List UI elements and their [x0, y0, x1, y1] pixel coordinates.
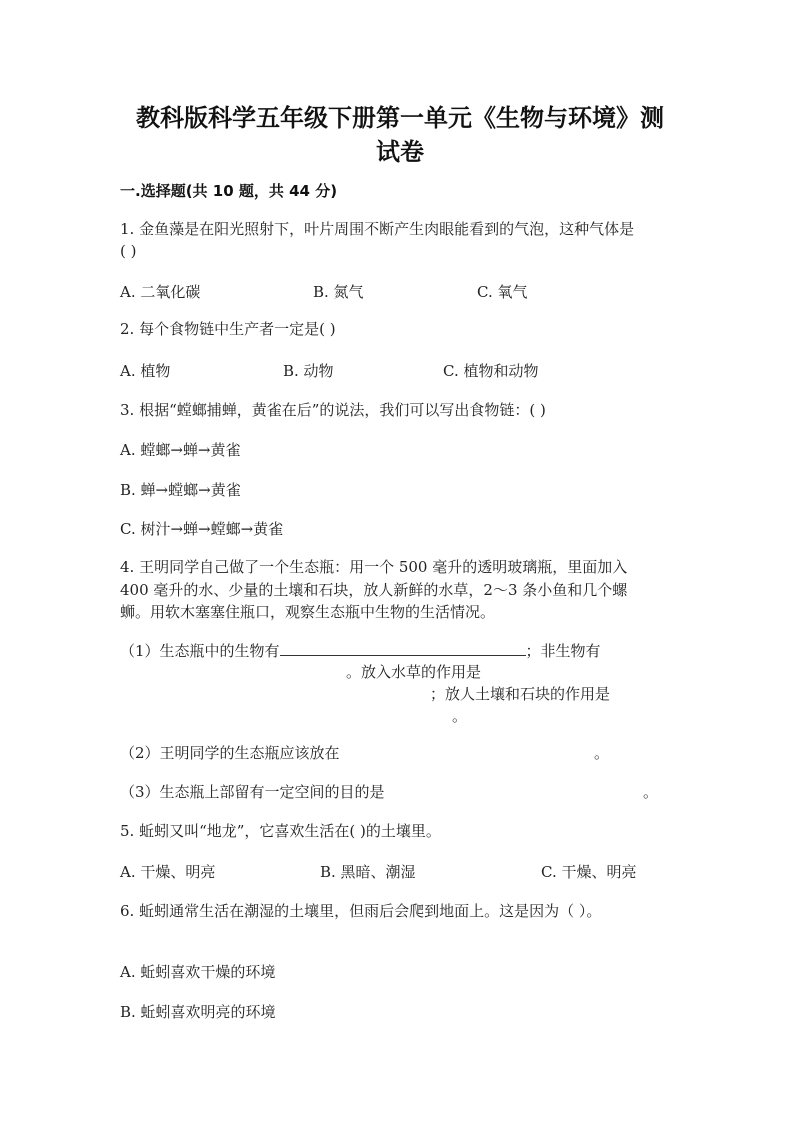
question-3-option-b[interactable]: B. 蝉→螳螂→黄雀: [120, 481, 241, 499]
sub-1-soil-prompt: ；放人土壤和石块的作用是: [430, 685, 611, 703]
question-1-text: 1. 金鱼藻是在阳光照射下，叶片周围不断产生肉眼能看到的气泡，这种气体是: [120, 220, 635, 238]
question-4-text-line-2: 400 毫升的水、少量的土壤和石块，放人新鲜的水草，2～3 条小鱼和几个螺: [120, 581, 628, 599]
question-5-option-a[interactable]: A. 干燥、明亮: [120, 863, 216, 881]
question-5-option-c[interactable]: C. 干燥、明亮: [541, 863, 637, 881]
question-3-option-c[interactable]: C. 树汁→蝉→螳螂→黄雀: [120, 520, 284, 538]
sub-1-end: 。: [452, 707, 468, 725]
question-2-option-a[interactable]: A. 植物: [120, 362, 171, 380]
question-1-option-b[interactable]: B. 氮气: [313, 283, 364, 301]
question-1-option-a[interactable]: A. 二氧化碳: [120, 283, 201, 301]
question-4-text-line-1: 4. 王明同学自己做了一个生态瓶：用一个 500 毫升的透明玻璃瓶，里面加入: [120, 558, 628, 576]
answer-blank-organisms[interactable]: [280, 641, 526, 656]
sub-1-waterweed-prompt: 。放入水草的作用是: [346, 663, 482, 681]
question-2-option-c[interactable]: C. 植物和动物: [443, 362, 539, 380]
question-5-text: 5. 蚯蚓又叫“地龙”，它喜欢生活在( )的土壤里。: [120, 822, 441, 840]
question-1-option-c[interactable]: C. 氧气: [477, 283, 528, 301]
sub-2-end: 。: [594, 744, 610, 762]
sub-3-end: 。: [643, 783, 659, 801]
sub-1-prompt: （1）生态瓶中的生物有: [120, 642, 280, 660]
question-2-option-b[interactable]: B. 动物: [283, 362, 334, 380]
question-2-text: 2. 每个食物链中生产者一定是( ): [120, 320, 336, 338]
question-6-option-b[interactable]: B. 蚯蚓喜欢明亮的环境: [120, 1003, 276, 1021]
question-4-sub-2: （2）王明同学的生态瓶应该放在: [120, 744, 340, 762]
question-4-text-line-3: 蛳。用软木塞塞住瓶口，观察生态瓶中生物的生活情况。: [120, 603, 496, 621]
question-6-text: 6. 蚯蚓通常生活在潮湿的土壤里，但雨后会爬到地面上。这是因为（ ）。: [120, 902, 602, 920]
question-4-sub-1: [120, 640, 601, 661]
question-6-option-a[interactable]: A. 蚯蚓喜欢干燥的环境: [120, 963, 276, 981]
section-heading: 一.选择题(共 10 题，共 44 分): [120, 182, 338, 200]
title-line-1: 教科版科学五年级下册第一单元《生物与环境》测: [136, 104, 664, 132]
question-1-blank: ( ): [120, 242, 137, 260]
sub-1-nonliving-prompt: ；非生物有: [525, 642, 601, 660]
title-line-2: 试卷: [376, 138, 424, 166]
question-3-text: 3. 根据“螳螂捕蝉，黄雀在后”的说法，我们可以写出食物链：( ): [120, 401, 546, 419]
question-4-sub-3: （3）生态瓶上部留有一定空间的目的是: [120, 783, 385, 801]
question-3-option-a[interactable]: A. 螳螂→蝉→黄雀: [120, 441, 241, 459]
question-5-option-b[interactable]: B. 黑暗、潮湿: [320, 863, 416, 881]
